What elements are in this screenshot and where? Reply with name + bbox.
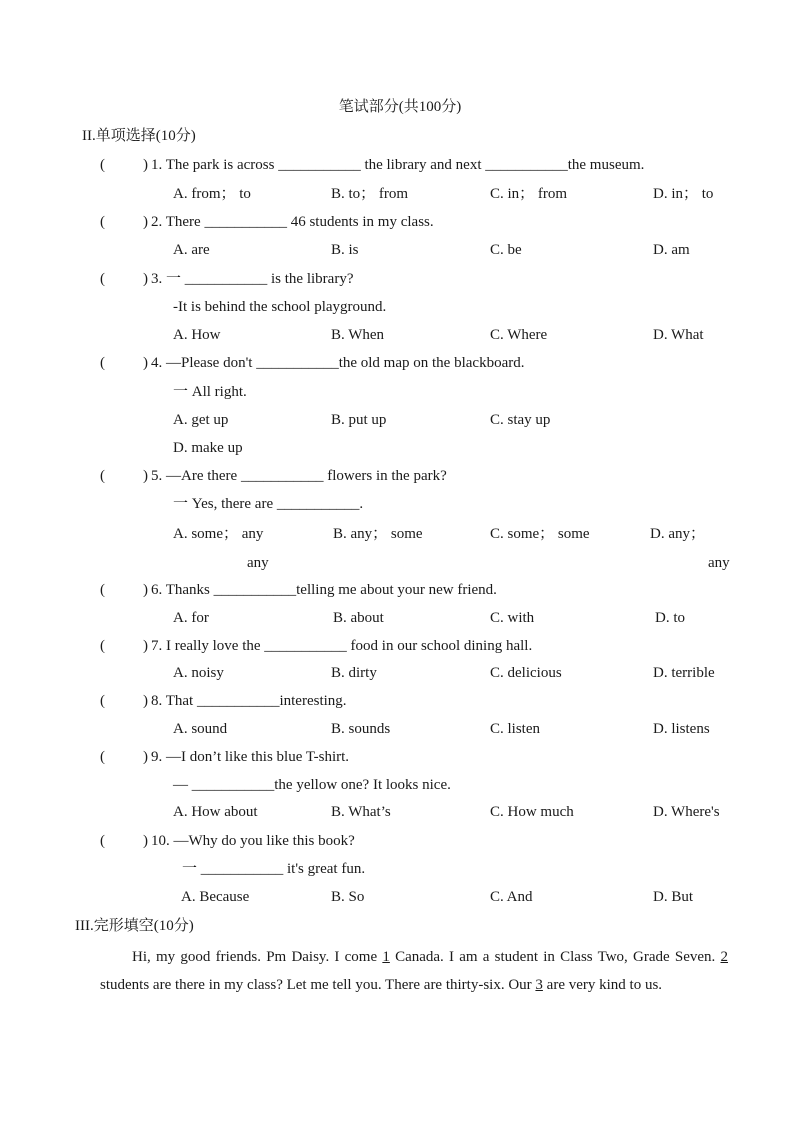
section-heading-single-choice: II.单项选择(10分) [82,128,196,144]
option-b: B. When [331,327,385,343]
passage-text: Canada. I am a student in Class Two, Grade Seven. [389,949,721,965]
option-d: D. terrible [653,665,715,681]
answer-paren-close: ) [143,638,148,654]
option-a-wrap: any [247,555,269,571]
option-b: B. sounds [331,721,391,737]
option-d: D. in； to [653,186,714,202]
question-stem: 5. —Are there ___________ flowers in the park? [151,468,447,484]
question-stem: 3. 一 ___________ is the library? [151,271,354,287]
question-line2: -It is behind the school playground. [173,299,387,315]
option-a: A. are [173,242,210,258]
answer-paren-open: ( [100,355,105,371]
option-c: C. listen [490,721,541,737]
blank-number: 2 [720,949,728,965]
option-a: A. get up [173,412,229,428]
answer-paren-close: ) [143,157,148,173]
option-c: C. in； from [490,186,568,202]
passage-text: Hi, my good friends. Pm Daisy. I come [132,949,383,965]
option-a: A. noisy [173,665,224,681]
answer-paren-close: ) [143,693,148,709]
answer-paren-open: ( [100,749,105,765]
option-d: D. listens [653,721,710,737]
option-d: D. am [653,242,690,258]
question-line2: — ___________the yellow one? It looks nice. [173,777,451,793]
question-stem: 8. That ___________interesting. [151,693,347,709]
answer-paren-close: ) [143,833,148,849]
cloze-passage [100,943,728,999]
option-c: C. stay up [490,412,551,428]
answer-paren-close: ) [143,582,148,598]
option-b: B. any； some [333,526,423,542]
option-c: C. be [490,242,522,258]
option-b: B. is [331,242,359,258]
option-a: A. How about [173,804,258,820]
option-b: B. to； from [331,186,409,202]
answer-paren-open: ( [100,638,105,654]
question-stem: 9. —I don’t like this blue T-shirt. [151,749,350,765]
option-d: D. make up [173,440,243,456]
option-a: A. for [173,610,209,626]
blank-number: 3 [535,977,543,993]
answer-paren-close: ) [143,468,148,484]
option-c: C. with [490,610,535,626]
option-d: D. to [655,610,685,626]
question-stem: 2. There ___________ 46 students in my class. [151,214,434,230]
option-c: C. Where [490,327,548,343]
answer-paren-open: ( [100,582,105,598]
page-title: 笔试部分(共100分) [338,99,462,115]
answer-paren-open: ( [100,157,105,173]
answer-paren-close: ) [143,749,148,765]
answer-paren-open: ( [100,271,105,287]
option-d: D. any； [650,526,705,542]
passage-text: students are there in my class? Let me tell you. There are thirty-six. Our [100,977,536,993]
option-b: B. So [331,889,365,905]
option-d: D. But [653,889,694,905]
question-line2: 一 All right. [173,384,247,400]
option-d: D. Where's [653,804,720,820]
question-stem: 4. —Please don't ___________the old map on the blackboard. [151,355,525,371]
option-c: C. some； some [490,526,590,542]
question-stem: 7. I really love the ___________ food in our school dining hall. [151,638,533,654]
question-line2: 一 ___________ it's great fun. [182,861,366,877]
option-a: A. from； to [173,186,251,202]
option-a: A. sound [173,721,228,737]
option-d: D. What [653,327,704,343]
option-b: B. put up [331,412,387,428]
option-c: C. delicious [490,665,562,681]
answer-paren-open: ( [100,468,105,484]
answer-paren-open: ( [100,214,105,230]
answer-paren-close: ) [143,214,148,230]
question-stem: 10. —Why do you like this book? [151,833,355,849]
passage-text: are very kind to us. [542,977,663,993]
option-b: B. dirty [331,665,377,681]
option-a: A. How [173,327,221,343]
question-stem: 6. Thanks ___________telling me about your new friend. [151,582,497,598]
question-stem: 1. The park is across ___________ the library and next ___________the museum. [151,157,645,173]
blank-number: 1 [382,949,390,965]
option-a: A. some； any [173,526,264,542]
section-heading-cloze: III.完形填空(10分) [75,918,194,934]
answer-paren-close: ) [143,355,148,371]
option-c: C. And [490,889,533,905]
option-d-wrap: any [708,555,730,571]
answer-paren-close: ) [143,271,148,287]
option-c: C. How much [490,804,574,820]
question-line2: 一 Yes, there are ___________. [173,496,364,512]
option-b: B. What’s [331,804,391,820]
answer-paren-open: ( [100,693,105,709]
option-a: A. Because [181,889,250,905]
answer-paren-open: ( [100,833,105,849]
option-b: B. about [333,610,384,626]
